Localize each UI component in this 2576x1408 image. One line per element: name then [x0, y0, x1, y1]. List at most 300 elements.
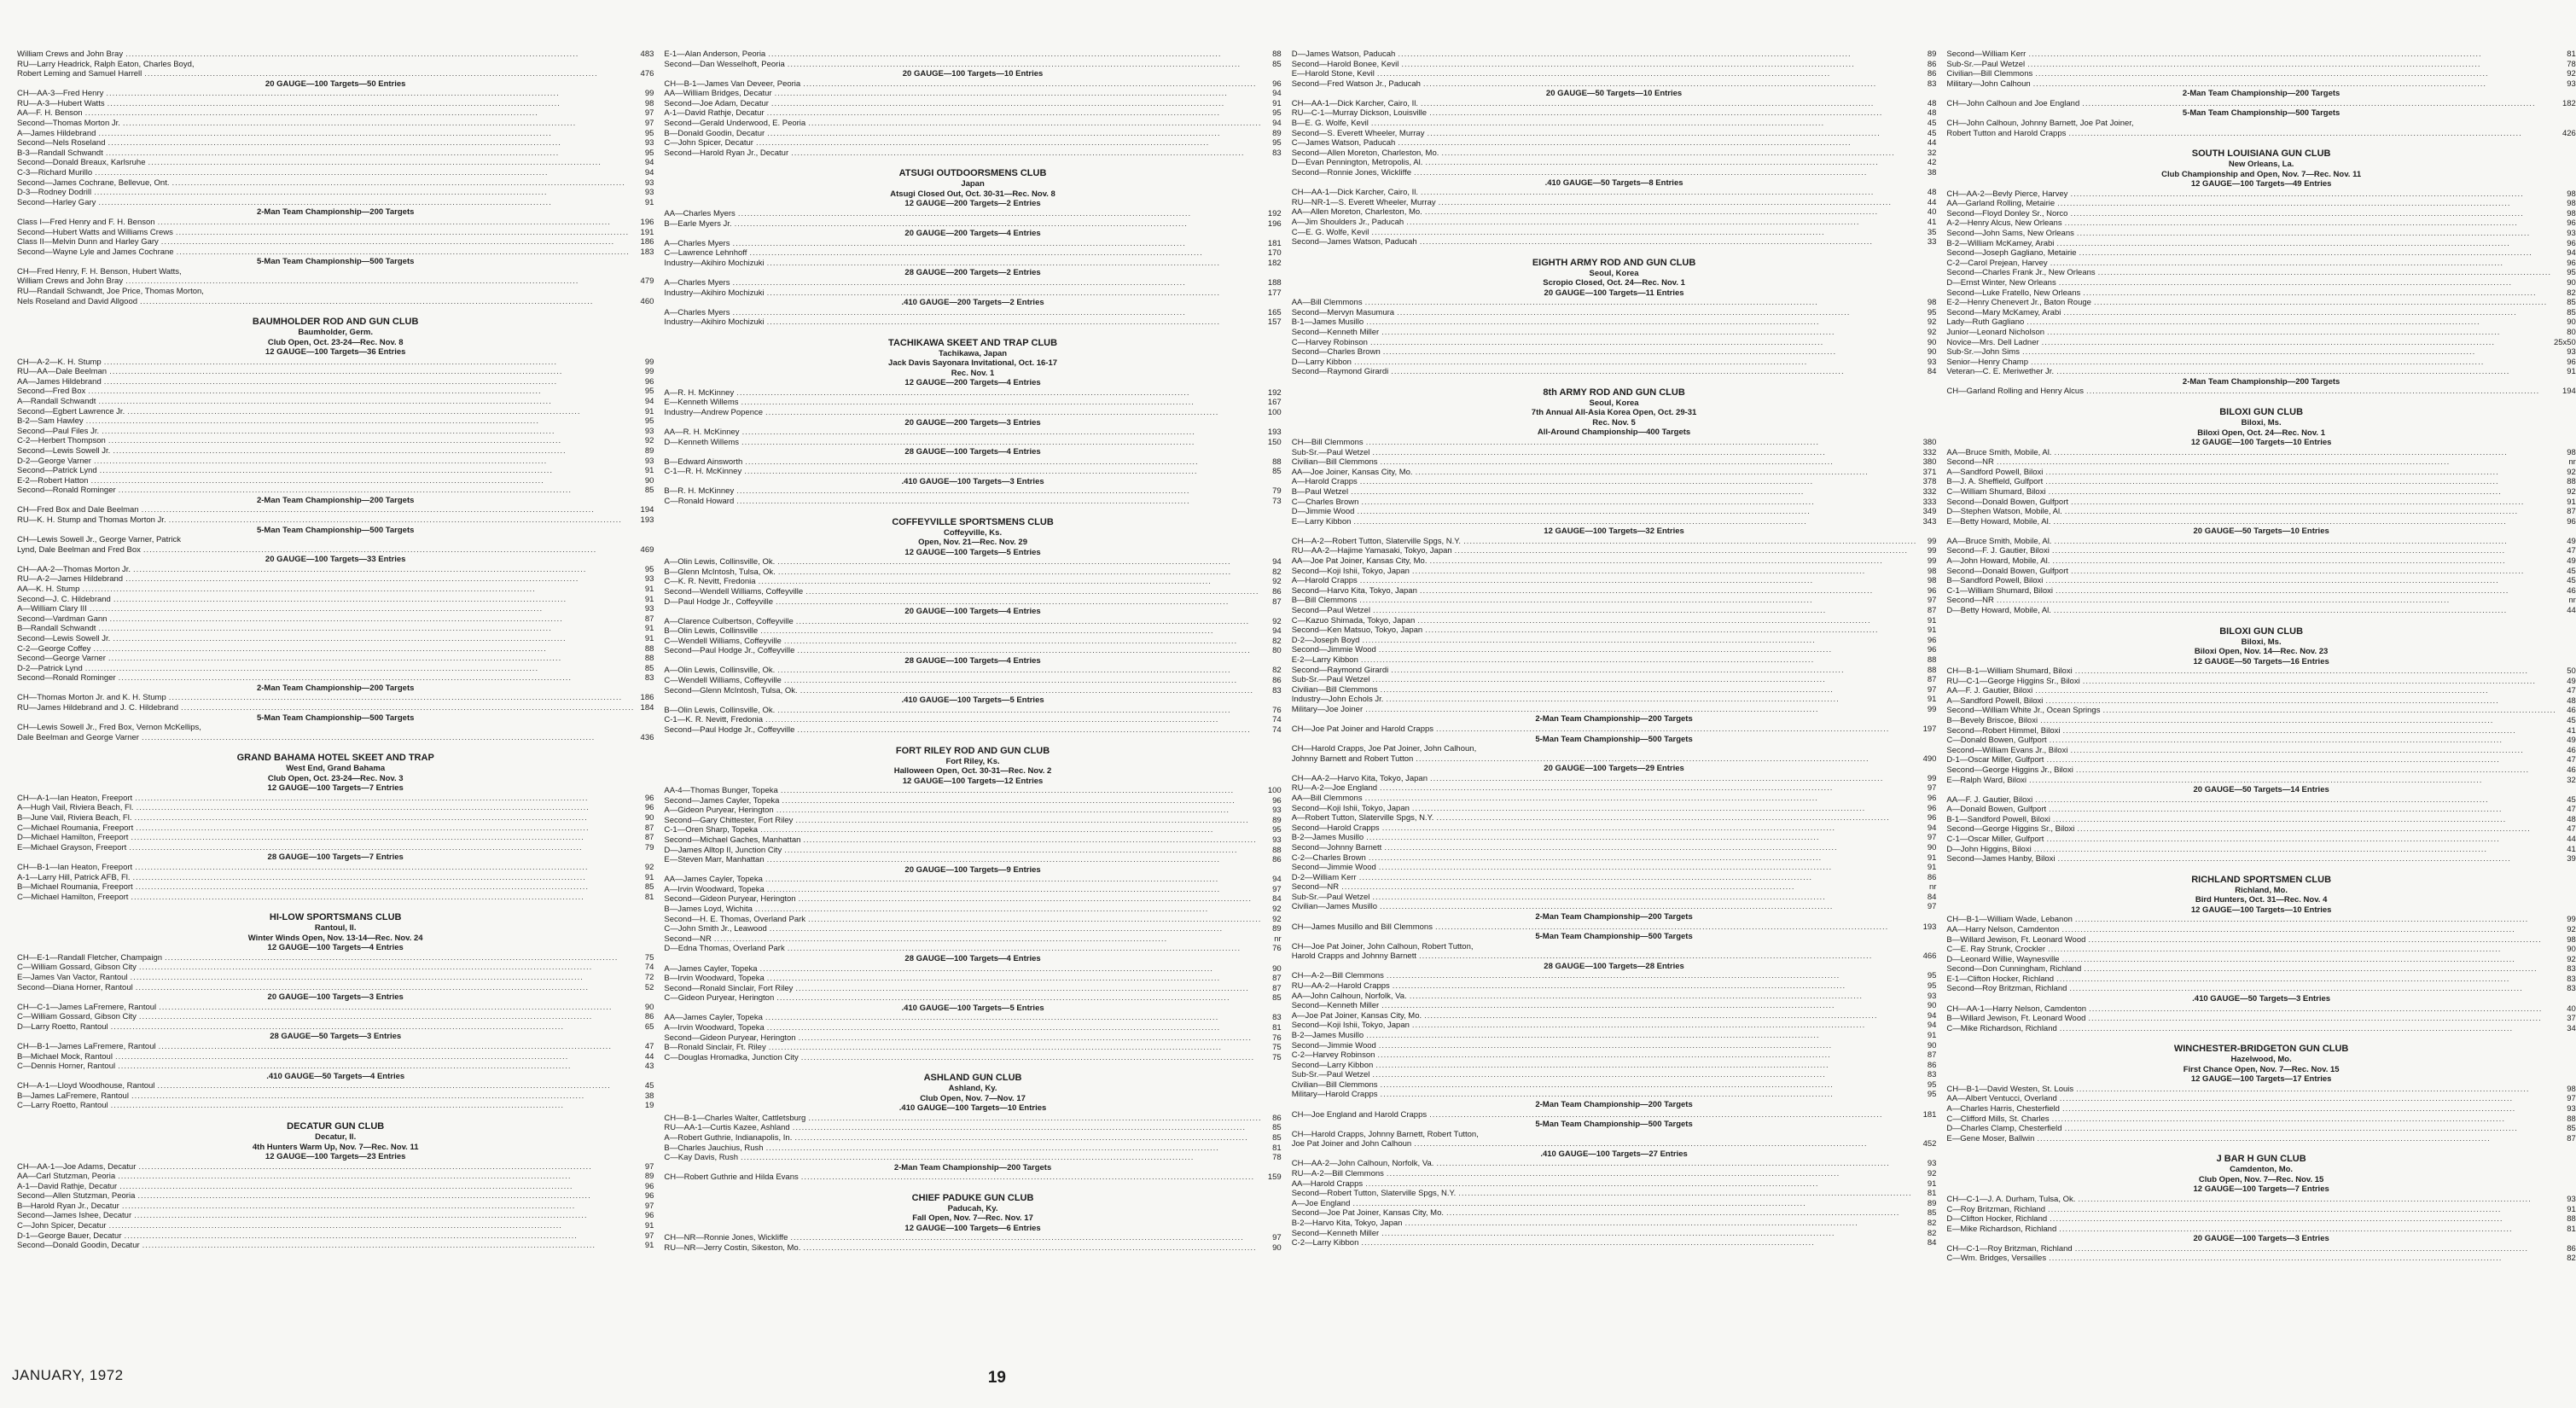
shooter-name: AA-4—Thomas Bunger, Topeka [664, 786, 778, 796]
leader-dots [794, 1133, 1261, 1143]
score: 197 [1922, 724, 1937, 734]
shooter-name: B—Bill Clemmons [1291, 596, 1358, 606]
leader-dots [1381, 328, 1916, 338]
club-name: EIGHTH ARMY ROD AND GUN CLUB [1532, 257, 1696, 268]
shooter-name: Sub-Sr.—John Sims [1946, 347, 2020, 358]
leader-dots [2065, 1124, 2556, 1134]
score: 95 [644, 128, 654, 138]
shooter-name: CH—Bill Clemmons [1291, 437, 1364, 447]
result-text: CH—Fred Henry, F. H. Benson, Hubert Watts, [17, 266, 182, 276]
result-row [17, 297, 654, 307]
result-row [1946, 1094, 2575, 1104]
result-row [1946, 984, 2575, 994]
club-meta-line: West End, Grand Bahama [286, 764, 386, 774]
result-row [17, 565, 654, 575]
result-row [1946, 328, 2575, 338]
shooter-name: C—James Watson, Paducah [1291, 138, 1396, 148]
leader-dots [1360, 576, 1917, 586]
score: 42 [1927, 158, 1937, 168]
result-row [17, 367, 654, 377]
shooter-name: A-1—David Rathje, Decatur [664, 108, 765, 119]
club-meta-line: Scropio Closed, Oct. 24—Rec. Nov. 1 [1543, 278, 1685, 288]
score: 19 [644, 1101, 654, 1111]
result-row [17, 634, 654, 644]
leader-dots [1430, 774, 1916, 784]
result-row [17, 358, 654, 368]
shooter-name: Second—Gerald Underwood, E. Peoria [664, 119, 806, 129]
club-name: GRAND BAHAMA HOTEL SKEET AND TRAP [236, 753, 434, 764]
leader-dots [749, 248, 1261, 259]
score: 95 [1272, 825, 1282, 835]
score: 91 [1927, 695, 1937, 705]
score: 86 [644, 1012, 654, 1022]
event-heading: 12 GAUGE—100 Targets—4 Entries [267, 943, 404, 953]
club-meta-line: Hazelwood, Mo. [2230, 1055, 2292, 1065]
shooter-name: Industry—Andrew Popence [664, 407, 764, 417]
shooter-name: Second—Donald Goodin, Decatur [17, 1241, 140, 1251]
score: 84 [1927, 1238, 1937, 1248]
event-heading: 2-Man Team Championship—200 Targets [256, 495, 415, 505]
score: 83 [1927, 1070, 1937, 1080]
leader-dots [134, 1211, 634, 1221]
result-row [1946, 755, 2575, 765]
result-row [1946, 537, 2575, 547]
shooter-name: B—Irvin Woodward, Topeka [664, 974, 765, 984]
result-row [1292, 517, 1937, 527]
shooter-name: Second—Ronald Rominger [17, 486, 116, 496]
result-row [17, 1182, 654, 1192]
result-row [664, 1133, 1281, 1143]
score: 93 [644, 574, 654, 585]
shooter-name: C—Wendell Williams, Coffeyville [664, 636, 782, 646]
club-section [664, 1073, 1281, 1183]
leader-dots [1412, 804, 1917, 814]
score: 97 [644, 1161, 654, 1172]
event-heading: 12 GAUGE—100 Targets—5 Entries [904, 547, 1041, 557]
score: 86 [1927, 59, 1937, 69]
shooter-name: E-2—Larry Kibbon [1291, 655, 1358, 665]
result-row [1946, 795, 2575, 806]
leader-dots [2068, 129, 2556, 139]
score: 194 [640, 505, 654, 515]
leader-dots [767, 1023, 1262, 1033]
leader-dots [1381, 1080, 1917, 1091]
shooter-name: A—John Howard, Mobile, Al. [1946, 556, 2050, 566]
event-heading: .410 GAUGE—100 Targets—10 Entries [898, 1103, 1047, 1114]
score: 41 [1927, 217, 1937, 227]
shooter-name: C—E. Ray Strunk, Crockler [1946, 945, 2046, 955]
club-meta-line: Open, Nov. 21—Rec. Nov. 29 [918, 538, 1028, 548]
leader-dots [767, 259, 1262, 269]
score: 94 [1272, 119, 1282, 129]
score: 91 [644, 406, 654, 416]
leader-dots [803, 835, 1261, 846]
score: 94 [1272, 875, 1282, 885]
leader-dots [1365, 1179, 1916, 1190]
shooter-name: RU—A-2—Joe England [1291, 783, 1378, 794]
score: 91 [2567, 367, 2576, 377]
shooter-name: C-2—George Coffey [17, 643, 91, 654]
result-row [664, 1172, 1281, 1183]
score: 92 [2567, 69, 2576, 79]
result-row [1946, 248, 2575, 259]
leader-dots [1412, 1021, 1917, 1031]
result-row [1946, 955, 2575, 965]
event-heading: 12 GAUGE—100 Targets—32 Entries [1544, 527, 1684, 537]
result-row [1292, 79, 1937, 90]
result-row [1292, 99, 1937, 109]
shooter-name: Second—Don Cunningham, Richland [1946, 964, 2082, 975]
result-row [17, 595, 654, 605]
score: 332 [1922, 447, 1937, 457]
shooter-name: Second—Ronald Rominger [17, 673, 116, 684]
result-row [1946, 457, 2575, 468]
result-row [1292, 783, 1937, 794]
score: 91 [644, 634, 654, 643]
result-row [17, 983, 654, 993]
shooter-name: B-3—Randall Schwandt [17, 148, 103, 158]
shooter-name: C-2—Harvey Robinson [1291, 1050, 1375, 1061]
score: 48 [1927, 108, 1937, 119]
leader-dots [1429, 1110, 1916, 1120]
result-row [664, 944, 1281, 954]
result-row [1292, 1001, 1937, 1011]
score: 87 [1927, 675, 1937, 685]
result-row [1292, 922, 1937, 933]
leader-dots [1439, 198, 1917, 208]
event-heading: 20 GAUGE—200 Targets—3 Entries [904, 417, 1041, 428]
leader-dots [2078, 1195, 2556, 1205]
score: 91 [2567, 1204, 2576, 1214]
shooter-name: Second—William Kerr [1946, 49, 2026, 59]
score: 74 [644, 963, 654, 973]
result-row [17, 99, 654, 109]
score: 81 [2567, 1224, 2576, 1234]
leader-dots [1360, 477, 1917, 487]
result-row [17, 1172, 654, 1182]
leader-dots [2029, 776, 2556, 786]
result-row [664, 626, 1281, 637]
score: 75 [1272, 1043, 1282, 1053]
leader-dots [808, 915, 1262, 925]
result-row [17, 387, 654, 397]
continued-section [1292, 49, 1937, 247]
shooter-name: B—Sandford Powell, Biloxi [1946, 576, 2044, 586]
shooter-name: D—Clifton Hocker, Richland [1946, 1214, 2048, 1225]
score: 95 [1927, 1079, 1937, 1090]
score: 92 [1927, 327, 1937, 337]
shooter-name: Second—Paul Files Jr. [17, 426, 100, 436]
score: 37 [2567, 1014, 2576, 1024]
score: 32 [1927, 148, 1937, 158]
leader-dots [2089, 1004, 2556, 1015]
score: 79 [644, 842, 654, 852]
event-heading: 2-Man Team Championship—200 Targets [2182, 89, 2340, 99]
shooter-name: D—Edna Thomas, Overland Park [664, 944, 785, 954]
leader-dots [104, 358, 635, 368]
leader-dots [1419, 951, 1916, 962]
result-row [17, 119, 654, 129]
shooter-name: A—R. H. McKinney [664, 387, 735, 398]
shooter-name: CH—B-1—David Westen, St. Louis [1946, 1084, 2074, 1094]
shooter-name: Second—Kenneth Miller [1291, 327, 1380, 337]
shooter-name: AA—Harold Crapps [1291, 1178, 1364, 1189]
shooter-name: Second—Mervyn Masumura [1291, 307, 1395, 317]
score: 85 [1272, 1133, 1282, 1143]
score: 183 [640, 247, 654, 257]
result-row [1946, 278, 2575, 288]
leader-dots [159, 1042, 635, 1052]
score: 191 [640, 227, 654, 237]
club-name: 8th ARMY ROD AND GUN CLUB [1543, 387, 1685, 398]
shooter-name: E-1—Clifton Hocker, Richland [1946, 974, 2055, 984]
shooter-name: CH—B-1—James Van Deveer, Peoria [664, 79, 801, 89]
leader-dots [2102, 706, 2556, 716]
shooter-name: Second—Fred Box [17, 387, 86, 397]
score: 88 [644, 654, 654, 664]
shooter-name: Second—Harold Bonee, Kevil [1291, 59, 1399, 69]
shooter-name: A—Hugh Vail, Riviera Beach, Fl. [17, 803, 134, 813]
score: 34 [2567, 1023, 2576, 1033]
result-row [17, 693, 654, 703]
leader-dots [1371, 119, 1917, 129]
score: 93 [1927, 1159, 1937, 1169]
shooter-name: RU—A-2—Bill Clemmons [1291, 1168, 1384, 1178]
score: 44 [1927, 197, 1937, 207]
result-row [664, 457, 1281, 468]
club-meta-line: Club Open, Nov. 7—Nov. 17 [920, 1093, 1026, 1103]
shooter-name: D-3—Rodney Dodrill [17, 188, 92, 198]
result-row [664, 557, 1281, 567]
shooter-name: D—Leonard Willie, Waynesville [1946, 954, 2060, 964]
result-row [664, 934, 1281, 945]
result-row [17, 505, 654, 515]
club-meta-line: Fall Open, Nov. 7—Rec. Nov. 17 [912, 1213, 1033, 1224]
leader-dots [82, 585, 634, 595]
club-meta-line: Biloxi, Ms. [2241, 637, 2282, 647]
result-row [1292, 49, 1937, 60]
shooter-name: A—James Cayler, Topeka [664, 963, 758, 974]
result-row [664, 278, 1281, 288]
shooter-name: B—Edward Ainsworth [664, 457, 743, 467]
result-row [1292, 981, 1937, 992]
result-row [1946, 606, 2575, 616]
leader-dots [1370, 338, 1916, 348]
score: 91 [644, 594, 654, 604]
leader-dots [118, 1172, 634, 1182]
result-row [1292, 188, 1937, 198]
result-row [17, 585, 654, 595]
result-row [1946, 975, 2575, 985]
score: 182 [1267, 258, 1282, 268]
shooter-name: RU—NR-1—S. Everett Wheeler, Murray [1291, 197, 1436, 207]
shooter-name: C—Charles Brown [1291, 497, 1359, 507]
leader-dots [2071, 497, 2556, 508]
score: 99 [644, 367, 654, 377]
result-row [1292, 228, 1937, 238]
score: 41 [2567, 844, 2576, 854]
leader-dots [2098, 268, 2556, 278]
score: 87 [1927, 1050, 1937, 1061]
leader-dots [1391, 367, 1916, 377]
score: 99 [1927, 704, 1937, 714]
club-meta-line: Seoul, Korea [1589, 268, 1639, 278]
event-heading: 12 GAUGE—100 Targets—17 Entries [2190, 1074, 2332, 1085]
shooter-name: Second—Patrick Lynd [17, 466, 97, 476]
result-row [664, 1153, 1281, 1163]
shooter-name: C—Harvey Robinson [1291, 337, 1368, 347]
score: 99 [1927, 773, 1937, 783]
leader-dots [113, 595, 635, 605]
leader-dots [88, 387, 634, 397]
shooter-name: Second—Ronnie Jones, Wickliffe [1291, 168, 1411, 178]
shooter-name: Industry—Akihiro Mochizuki [664, 258, 765, 268]
leader-dots [1463, 537, 1916, 547]
shooter-name: B—J. A. Sheffield, Gulfport [1946, 477, 2044, 487]
result-row [1946, 677, 2575, 687]
result-row [664, 497, 1281, 507]
shooter-name: Dale Beelman and George Varner [17, 732, 139, 742]
score: 92 [1272, 616, 1282, 626]
leader-dots [2056, 367, 2556, 377]
score: 97 [1272, 1233, 1282, 1243]
leader-dots [135, 794, 634, 804]
result-row [1946, 298, 2575, 308]
leader-dots [100, 466, 635, 476]
result-row [17, 397, 654, 407]
shooter-name: B-2—James Musillo [1291, 833, 1364, 843]
club-section [17, 753, 654, 902]
leader-dots [1398, 138, 1916, 148]
leader-dots [161, 237, 635, 247]
leader-dots [1365, 794, 1917, 804]
club-name: BILOXI GUN CLUB [2219, 625, 2304, 637]
result-row [1292, 794, 1937, 804]
result-row [1946, 49, 2575, 60]
shooter-name: Second—Kenneth Miller [1291, 1228, 1380, 1238]
result-row [17, 574, 654, 585]
shooter-name: A—Joe Pat Joiner, Kansas City, Mo. [1291, 1010, 1422, 1021]
shooter-name: Class II—Melvin Dunn and Harley Gary [17, 237, 159, 247]
result-row [1946, 915, 2575, 925]
result-row [17, 843, 654, 853]
event-heading: 12 GAUGE—200 Targets—2 Entries [904, 199, 1041, 209]
shooter-name: RU—AA-2—Hajime Yamasaki, Tokyo, Japan [1291, 546, 1452, 556]
result-row [664, 885, 1281, 895]
leader-dots [1381, 1001, 1916, 1011]
shooter-name: D-2—Patrick Lynd [17, 663, 83, 673]
leader-dots [1421, 99, 1916, 109]
shooter-name: Sub-Sr.—Paul Wetzel [1946, 59, 2026, 69]
leader-dots [2070, 189, 2556, 200]
result-row [1292, 1238, 1937, 1248]
club-section [1946, 148, 2575, 397]
result-row [664, 49, 1281, 60]
shooter-name: AA—F. J. Gautier, Biloxi [1946, 794, 2033, 805]
event-heading: 20 GAUGE—100 Targets—9 Entries [904, 864, 1041, 875]
score: 181 [1267, 238, 1282, 248]
shooter-name: Second—Raymond Girardi [1291, 367, 1389, 377]
result-row [17, 664, 654, 674]
leader-dots [2045, 468, 2556, 478]
score: 86 [1272, 855, 1282, 865]
score: 87 [1272, 983, 1282, 993]
result-row [1292, 1219, 1937, 1229]
leader-dots [137, 1191, 634, 1201]
result-row [17, 247, 654, 258]
result-row [1292, 833, 1937, 843]
event-heading: 5-Man Team Championship—500 Targets [2182, 108, 2340, 119]
score: 49 [2567, 736, 2576, 746]
leader-dots [797, 725, 1261, 736]
club-meta-line: New Orleans, La. [2228, 160, 2294, 170]
shooter-name: D—Kenneth Willems [664, 437, 740, 447]
shooter-name: Second—Lewis Sowell Jr. [17, 446, 111, 456]
result-row [1946, 1254, 2575, 1264]
result-row [1292, 218, 1937, 228]
event-heading: 12 GAUGE—50 Targets—16 Entries [2193, 656, 2329, 666]
leader-dots [736, 388, 1261, 399]
result-row [664, 964, 1281, 975]
shooter-name: Second—Allen Stutzman, Peoria [17, 1191, 136, 1201]
shooter-name: RU—AA—Dale Beelman [17, 367, 108, 377]
leader-dots [2065, 218, 2556, 229]
shooter-name: Second—Lewis Sowell Jr. [17, 634, 111, 643]
score: 96 [644, 376, 654, 387]
result-row [1292, 992, 1937, 1002]
leader-dots [767, 855, 1262, 865]
score: 89 [1272, 924, 1282, 934]
score: 97 [1927, 833, 1937, 843]
score: 83 [2567, 964, 2576, 975]
leader-dots [2075, 915, 2556, 925]
leader-dots [2075, 1244, 2556, 1254]
result-row [664, 676, 1281, 686]
leader-dots [2083, 677, 2556, 687]
score: 93 [2567, 347, 2576, 358]
score: 97 [644, 1201, 654, 1211]
shooter-name: CH—Robert Guthrie and Hilda Evans [664, 1172, 799, 1183]
leader-dots [90, 476, 634, 486]
shooter-name: D-2—Joseph Boyd [1291, 635, 1360, 645]
score: 188 [1267, 277, 1282, 288]
leader-dots [127, 407, 634, 417]
shooter-name: AA—Allen Moreton, Charleston, Mo. [1291, 207, 1422, 218]
club-section [1946, 875, 2575, 1034]
shooter-name: Industry—John Echols Jr. [1291, 695, 1384, 705]
score: 83 [2567, 984, 2576, 994]
leader-dots [1366, 317, 1916, 328]
score: 479 [640, 276, 654, 287]
shooter-name: CH—Thomas Morton Jr. and K. H. Stump [17, 693, 166, 703]
result-row [17, 1191, 654, 1201]
shooter-name: C-3—Richard Murillo [17, 168, 93, 178]
leader-dots [2049, 487, 2556, 497]
leader-dots [732, 278, 1261, 288]
result-row [664, 993, 1281, 1004]
event-heading: 2-Man Team Championship—200 Targets [2182, 376, 2340, 387]
leader-dots [1365, 298, 1917, 308]
shooter-name: Second—Jimmie Wood [1291, 1040, 1376, 1050]
score: 469 [640, 544, 654, 555]
result-row [17, 69, 654, 79]
leader-dots [2070, 209, 2556, 219]
shooter-name: Second—George Higgins Jr., Biloxi [1946, 765, 2073, 775]
result-row [1946, 129, 2575, 139]
leader-dots [2076, 1085, 2556, 1095]
result-row [1292, 487, 1937, 497]
result-row [1946, 765, 2575, 776]
